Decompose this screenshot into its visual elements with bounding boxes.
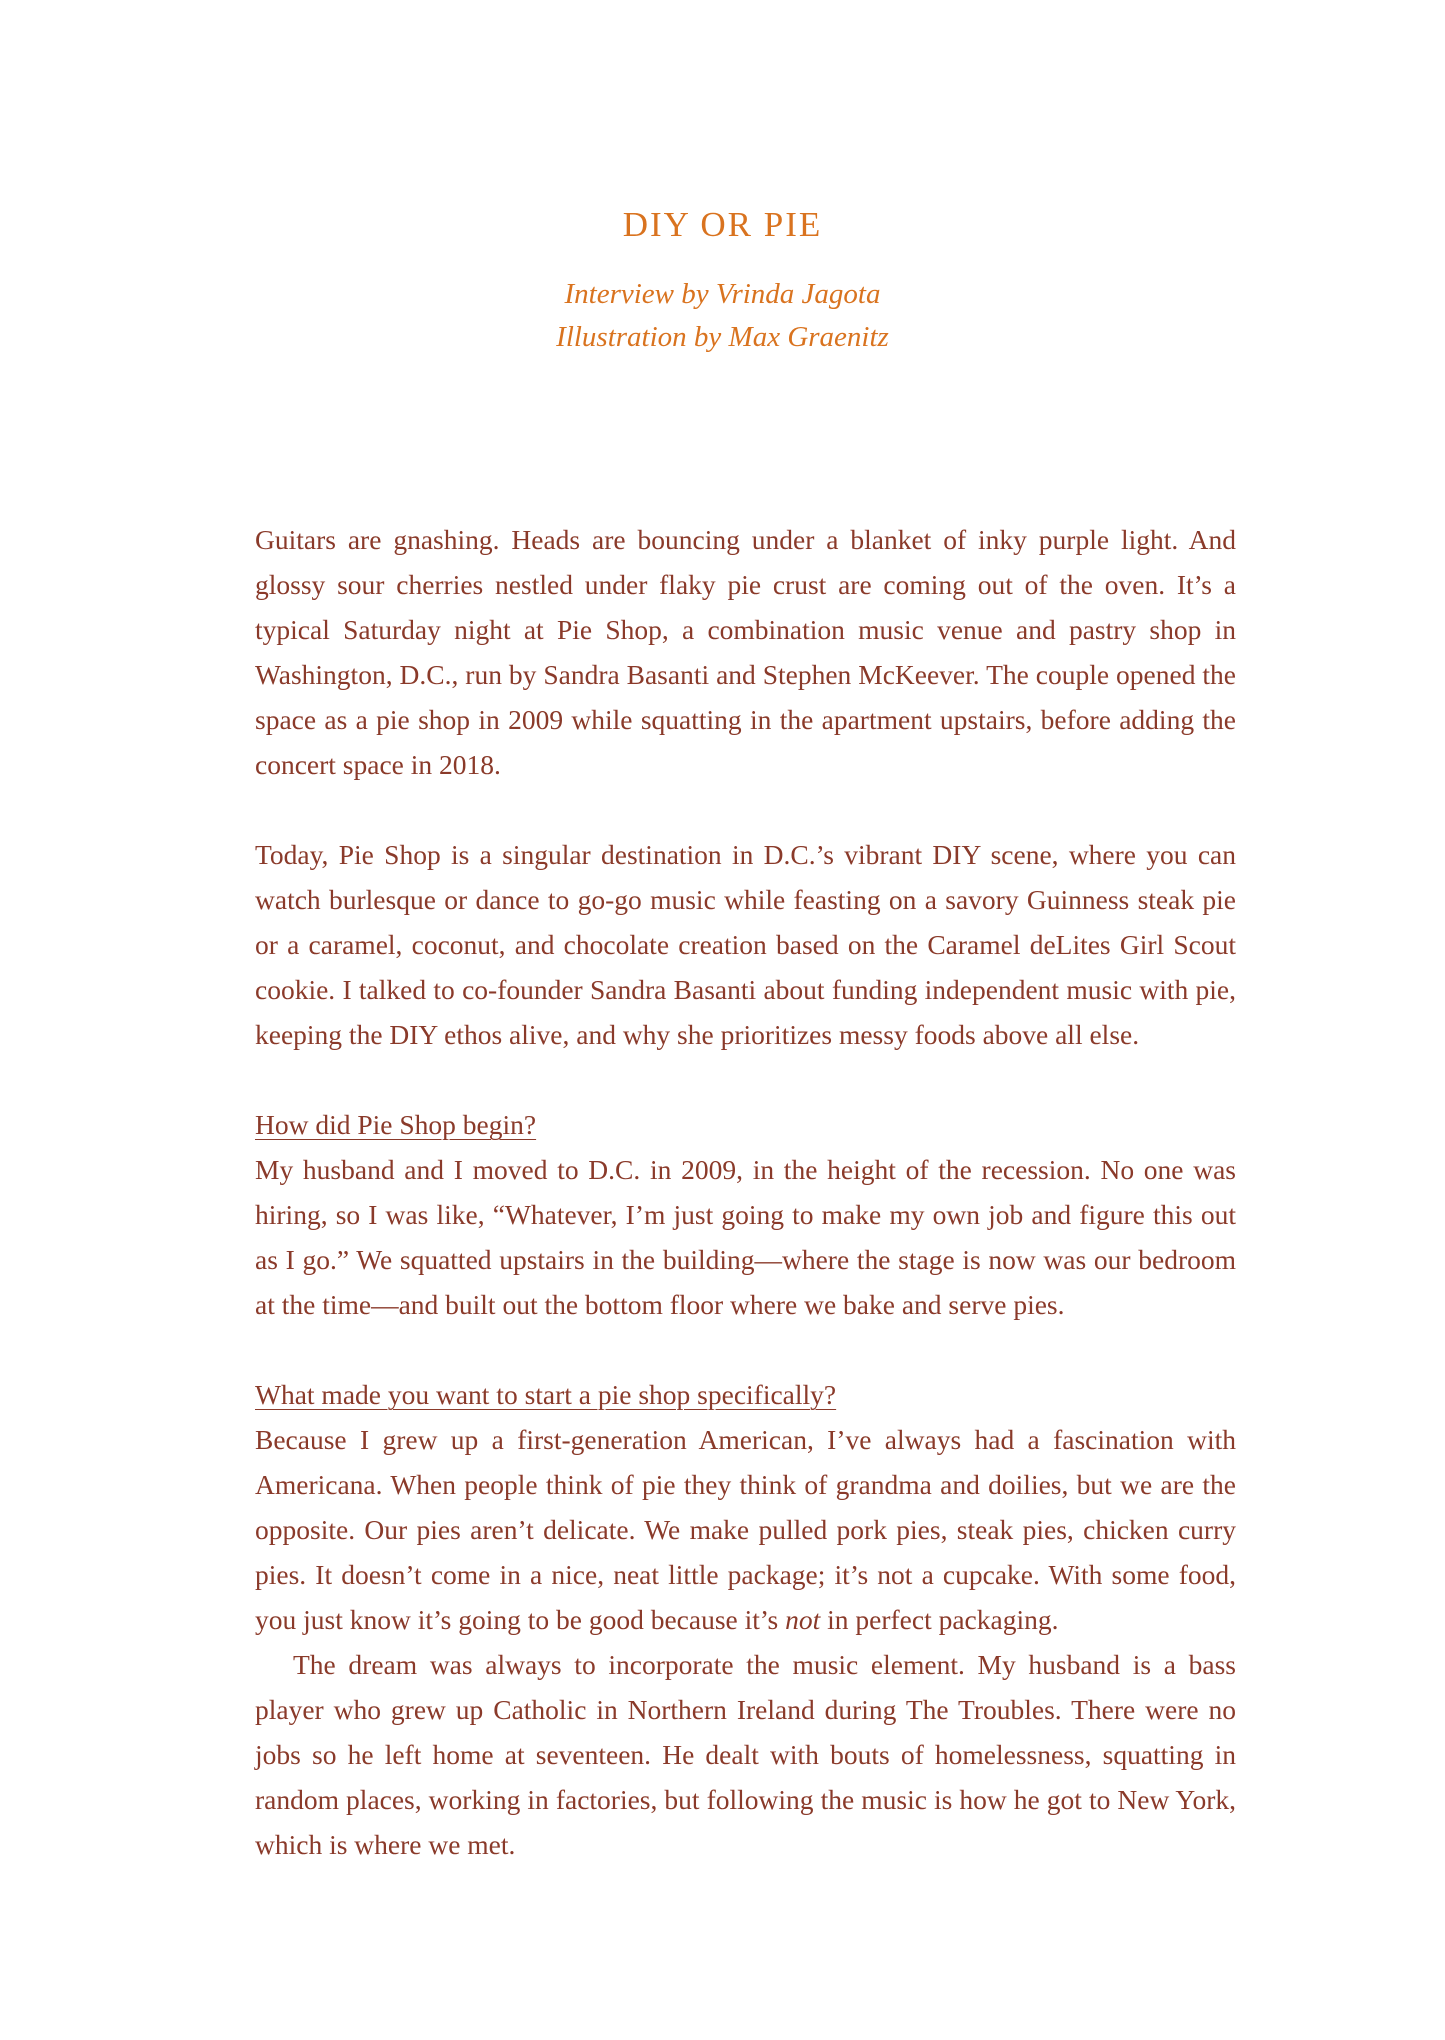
article-header (0, 203, 1445, 359)
intro-paragraph: Guitars are gnashing. Heads are bouncing under a blanket of inky purple light. And glossy sour cherries nestled under flaky pie crust are coming out of the oven. It’s a typical Saturday night at Pie Shop, a combination music venue and pastry shop in Washington, D.C., run by Sandra Basanti and Stephen McKeever. The couple opened the space as a pie shop in 2009 while squatting in the apartment upstairs, before adding the concert space in 2018. (255, 524, 1236, 780)
article-body (255, 517, 1236, 1867)
illustration-credit: Illustration by Max Graenitz (556, 321, 889, 353)
interview-question: What made you want to start a pie shop specifically? (255, 1379, 837, 1410)
intro-paragraph: Today, Pie Shop is a singular destination in D.C.’s vibrant DIY scene, where you can watch burlesque or dance to go-go music while feasting on a savory Guinness steak pie or a caramel, coconut, and chocolate creation based on the Caramel deLites Girl Scout cookie. I talked to co-founder Sandra Basanti about funding independent music with pie, keeping the DIY ethos alive, and why she prioritizes messy foods above all else. (255, 839, 1236, 1050)
interview-answer (255, 1417, 1236, 1642)
answer-text: in perfect packaging. (820, 1604, 1059, 1635)
interview-question: How did Pie Shop begin? (255, 1109, 537, 1140)
interview-credit: Interview by Vrinda Jagota (564, 278, 881, 310)
interview-answer: My husband and I moved to D.C. in 2009, in the height of the recession. No one was hiring, so I was like, “Whatever, I’m just going to make my own job and figure this out as I go.” We squatted upstairs in the building—where the stage is now was our bedroom at the time—and built out the bottom floor where we bake and serve pies. (255, 1154, 1236, 1320)
credits (0, 273, 1445, 359)
emphasis-text: not (785, 1604, 821, 1635)
article-title: DIY OR PIE (622, 205, 823, 244)
interview-answer-continued: The dream was always to incorporate the music element. My husband is a bass player who grew up Catholic in Northern Ireland during The Troubles. There were no jobs so he left home at seventeen. He dealt with bouts of homelessness, squatting in random places, working in factories, but following the music is how he got to New York, which is where we met. (255, 1649, 1236, 1860)
answer-text: Because I grew up a first-generation American, I’ve always had a fascination with Americana. When people think of pie they think of grandma and doilies, but we are the opposite. Our pies aren’t delicate. We make pulled pork pies, steak pies, chicken curry pies. It doesn’t come in a nice, neat little package; it’s not a cupcake. With some food, you just know it’s going to be good because it’s (255, 1424, 1236, 1635)
